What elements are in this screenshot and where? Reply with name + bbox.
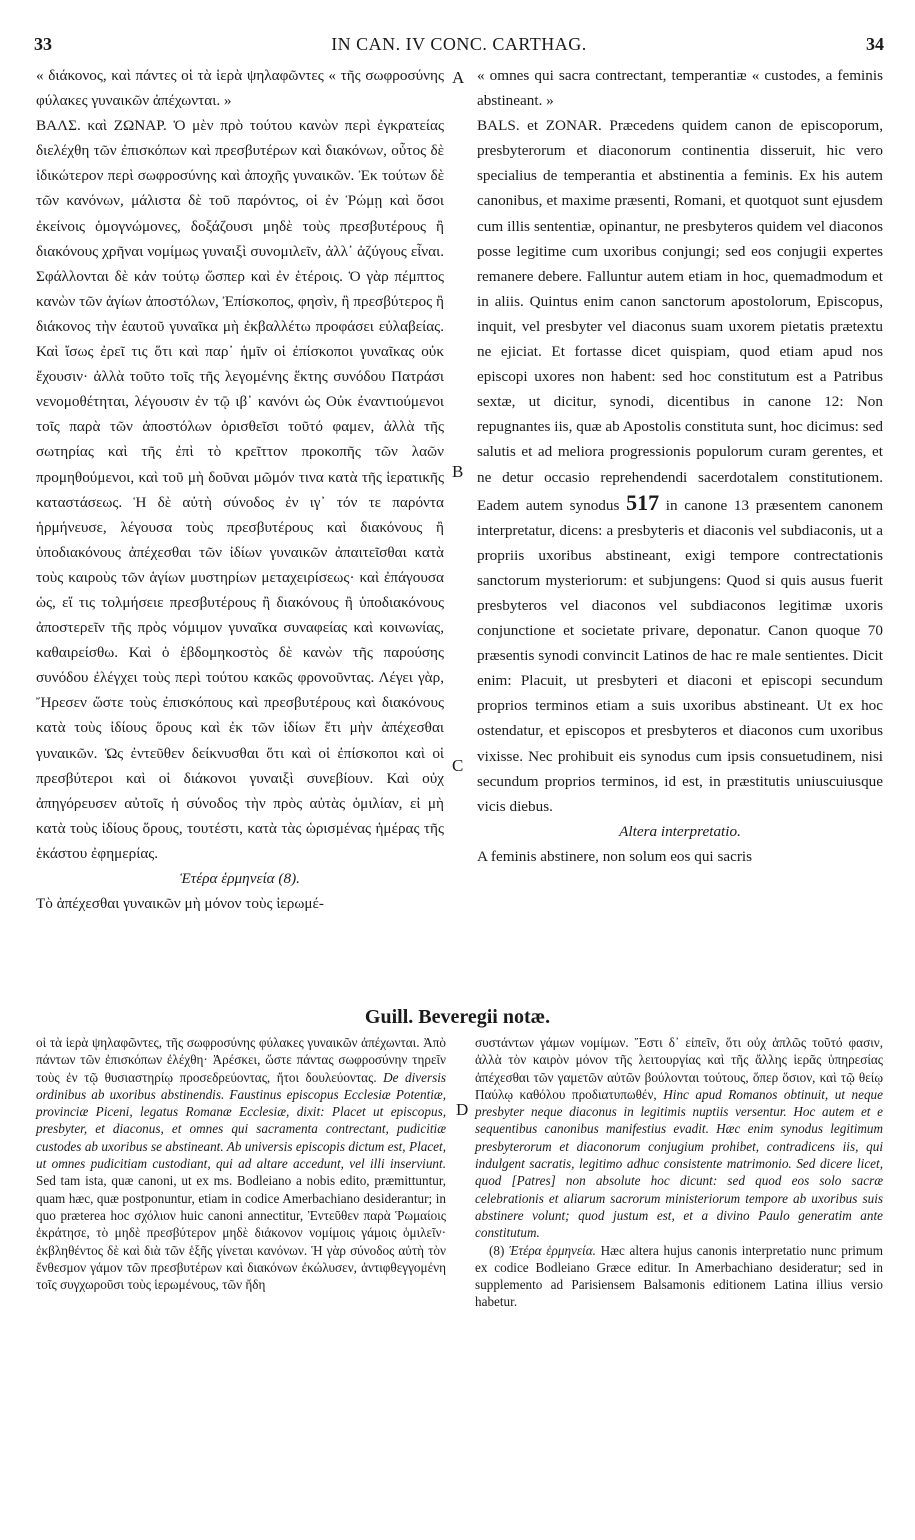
note-8-greek: Ἑτέρα ἑρμηνεία. [509, 1242, 596, 1258]
note-8-text: Hæc altera hujus canonis interpretatio nunc primum ex codice Bodleiano Græce editur. In Amerbachiano desideratur; sed in supplemento ad Parisiensem Balsamonis editionem Latina illius versio habetur. [475, 1242, 883, 1310]
page-number-left: 33 [34, 34, 52, 54]
commentary-latin [477, 113, 883, 819]
notes-left-text: Sed tam ista, quæ canoni, ut ex ms. Bodleiano a nobis edito, præmittuntur, quam hæc, quæ postponuntur, etiam in codice Amerbachiano desiderantur; in quo præterea hoc σχόλιον huic canoni annectitur, Ἐντεῦθεν παρὰ Ῥωμαίοις ἐκράτησε, τὸ μηδὲ πρεσβύτερον μηδὲ διάκονον νομίμοις γάμοις ὁμιλεῖν· ἐκβληθέντος δὲ καὶ διὰ τῶν ἑξῆς γίνεται κανόνων. Ἡ γὰρ σύνοδος αὐτὴ τὸν ἔνθεσμον γάμον τῶν πρεσβυτέρων καὶ διακόνων ἐκώλυσεν, ἀντιφθεγγομένη τοῖς συγχωροῦσι τοὺς ἱερωμένους, τῶν ἤδη [36, 1173, 446, 1293]
notes-right-greek: συστάντων γάμων νομίμων. Ἔστι δ᾽ εἰπεῖν, ὅτι οὐχ ἁπλῶς τοῦτό φασιν, ἀλλὰ τὸν καιρὸν μόνον τῆς λειτουργίας καὶ τῆς ἄλλης ἱερᾶς ὑπηρεσίας ἀπέχεσθαι τῶν γαμετῶν αὐτῶν βούλονται τούτους, ὅπερ ὅσιον, καὶ τῷ θείῳ Παύλῳ καθόλου προδιατυπωθέν, [475, 1035, 883, 1102]
commentary-latin-part1: BALS. et ZONAR. Præcedens quidem canon de episcoporum, presbyterorum et diaconorum continentia disseruit, hic vero specialius de temperantia et abstinentia a feminis. Ex his autem canonibus, et maxime præsenti, Romani, et quotquot sunt ejusdem cum illis sententiæ, opinantur, ne presbyteros quidem vel diaconos posse legitime cum uxoribus conjungi; sed eos conjugii expertes remanere debere. Falluntur autem etiam in hoc, quemadmodum et in aliis. Quintus enim canon sanctorum apostolorum, Episcopus, inquit, vel presbyter vel diaconus suam uxorem pietatis prætextu ne ejiciat. Et fortasse dicet quispiam, quod etiam apud nos episcopi uxores non habent: sed hoc constitutum est a Patribus sextæ, ut dicitur, synodi, dicentibus in canone 12: Non repugnantes iis, quæ ab Apostolis constituta sunt, hoc dicimus: sed salutis et ad meliora progressionis populorum curam gerentes, et ne detur occasio reprehendendi sacerdotalem constitutionem. Eadem autem synodus [477, 117, 883, 514]
notes-right-italic: Hinc apud Romanos obtinuit, ut neque presbyter neque diaconus in legitimis nuptiis versentur. Hoc autem et e sequentibus canonibus manifestius evadit. Hæc enim synodus legitimum presbyterorum et diaconorum conjugium prohibet, contradicens iis, qui indulgent sacratis, legitimo adhuc consistente matrimonio. Sed dicere licet, quod [Patres] non absolute hoc dicunt: sed quod eos solo sacræ celebrationis et aliarum sacrorum ministeriorum tempore ab uxoribus suis abstinere volunt; quod justum est, et a divino Paulo generatim ante constitutum. [475, 1086, 883, 1241]
margin-letter-d: D [456, 1100, 469, 1119]
running-title: IN CAN. IV CONC. CARTHAG. [331, 34, 587, 54]
page-number-right: 34 [866, 34, 884, 54]
note-8-label: (8) [489, 1242, 505, 1258]
greek-column [36, 63, 444, 916]
margin-letter-a: A [452, 68, 465, 87]
margin-letter-b: B [452, 462, 464, 481]
notes-left-greek: οἱ τὰ ἱερὰ ψηλαφῶντες, τῆς σωφροσύνης φύλακες γυναικῶν ἀπέχωνται. Ἀπὸ πάντων τῶν ἐπισκόπων ἐλέχθη· Ἀρέσκει, ὥστε πάντας σωφροσύνην τηρεῖν τοὺς ἐν τῷ θυσιαστηρίῳ προσεδρεύοντας, ἤτοι δουλεύοντας. [36, 1035, 446, 1085]
notes-left-italic: De diversis ordinibus ab uxoribus abstinendis. Faustinus episcopus Ecclesiæ Potentiæ, provinciæ Piceni, legatus Romanæ Ecclesiæ, dixit: Placet ut episcopus, presbyter, et diaconus, et omnes qui sacramenta contrectant, pudicitiæ custodes ab uxoribus se abstineant. Ab universis episcopis dictum est, Placet, ut omnes pudicitiam custodiant, qui ad altare accedunt, vel illi inserviunt. [36, 1069, 447, 1172]
notes-left-column [36, 1034, 446, 1293]
canon-end-latin: « omnes qui sacra contrectant, temperantiæ « custodes, a feminis abstineant. » [477, 67, 883, 110]
alt-interpretation-greek: Τὸ ἀπέχεσθαι γυναικῶν μὴ μόνον τοὺς ἱερωμέ- [36, 895, 324, 913]
latin-column [477, 63, 883, 869]
canon-end-greek: « διάκονος, καὶ πάντες οἱ τὰ ἱερὰ ψηλαφῶντες « τῆς σωφροσύνης φύλακες γυναικῶν ἀπέχωνται. » [36, 67, 444, 110]
alt-interpretation-heading-latin: Altera interpretatio. [619, 822, 741, 840]
alt-interpretation-heading-greek: Ἑτέρα ἑρμηνεία (8). [180, 870, 300, 887]
notes-title: Guill. Beveregii notæ. [364, 1006, 551, 1028]
notes-right-column [475, 1034, 883, 1311]
page-marker-number: 517 [626, 489, 660, 515]
commentary-latin-part2: in canone 13 præsentem canonem interpretatur, dicens: a presbyteris et diaconis vel subdiaconis, ut a propriis uxoribus abstineant, exigi tempore contrectationis sanctorum mysteriorum: et subjungens: Quod si quis ausus fuerit presbyteros vel diaconos vel subdiaconos legitimæ uxoris conjunctione et societate privare, deponatur. Canon quoque 70 præsentis synodi convincit Latinos de hac re male sentientes. Dicit enim: Placuit, ut presbyteri et diaconi et episcopi secundum proprios terminos etiam a suis uxoribus abstineant. Ut ex hoc ostendatur, et episcopos et presbyteros et diaconos cum uxoribus vixisse. Nec prohibuit eis synodus cum ipsis consuetudinem, nisi secundum proprios terminos, id est, in præstitutis uniuscuiusque vicis diebus. [477, 496, 884, 815]
page-header [34, 34, 884, 56]
commentary-greek: ΒΑΛΣ. καὶ ΖΩΝΑΡ. Ὁ μὲν πρὸ τούτου κανὼν περὶ ἐγκρατείας διελέχθη τῶν ἐπισκόπων καὶ πρεσβυτέρων καὶ διακόνων, οὗτος δὲ ἰδικώτερον περὶ σωφροσύνης καὶ ἀποχῆς γυναικῶν. Ἐκ τούτων δὲ τῶν κανόνων, μάλιστα δὲ τοῦ παρόντος, οἱ ἐν Ῥώμῃ καὶ ὅσοι ἐκείνοις ὁμογνώμονες, δοξάζουσι μηδὲ τοὺς πρεσβυτέρους ἢ διακόνους χρῆναι νομίμως γυναιξὶ συνομιλεῖν, ἀλλ᾽ ἀζύγους εἶναι. Σφάλλονται δὲ κἀν τούτῳ ὥσπερ καὶ ἐν ἑτέροις. Ὁ γὰρ πέμπτος κανὼν τῶν ἁγίων ἀποστόλων, Ἐπίσκοπος, φησὶν, ἢ πρεσβύτερος ἢ διάκονος τὴν ἑαυτοῦ γυναῖκα μὴ ἐκβαλλέτω προφάσει εὐλαβείας. Καὶ ἴσως ἐρεῖ τις ὅτι καὶ παρ᾽ ἡμῖν οἱ ἐπίσκοποι γυναῖκας οὐκ ἔχουσιν· ἀλλὰ τοῦτο τοῖς τῆς λεγομένης ἕκτης συνόδου Πατράσι νενομοθέτηται, λέγουσιν ἐν τῷ ιβ᾽ κανόνι ὡς Οὐκ ἐναντιούμενοι τοῖς παρὰ τῶν ἀποστόλων ὁρισθεῖσι τοῦτό φαμεν, ἀλλὰ τῆς σωτηρίας καὶ τῆς ἐπὶ τὸ κρεῖττον προκοπῆς τῶν λαῶν προμηθούμενοι, καὶ τοῦ μὴ δοῦναι μῶμόν τινα κατὰ τῆς ἱερατικῆς καταστάσεως. Ἡ δὲ αὐτὴ σύνοδος ἐν ιγ᾽ τόν τε παρόντα ἡρμήνευσε, λέγουσα τοὺς πρεσβυτέρους καὶ διακόνους ἢ ὑποδιακόνους ἀπέχεσθαι τῶν ἰδίων γυναικῶν ἀπαιτεῖσθαι κατὰ τοὺς καιροὺς τῶν ἁγίων μυστηρίων μεταχειρίσεως· καὶ ἐπάγουσα ὡς, εἴ τις τολμήσειε πρεσβυτέρους ἢ διακόνους ἢ ὑποδιακόνους ἀποστερεῖν τῆς πρὸς νόμιμον γυναῖκα συναφείας καὶ κοινωνίας, καθαιρείσθω. Καὶ ὁ ἑβδομηκοστὸς δὲ κανὼν τῆς παρούσης συνόδου ἐλέγχει τοὺς περὶ τούτου κακῶς φρονοῦντας. Λέγει γὰρ, Ἤρεσεν ὥστε τοὺς ἐπισκόπους καὶ πρεσβυτέρους καὶ διακόνους κατὰ τοὺς ἰδίους ὅρους καὶ ἐκ τῶν ἰδίων ἔτι μὴν ἀπέχεσθαι γυναικῶν. Ὡς ἐντεῦθεν δείκνυσθαι ὅτι καὶ οἱ ἐπίσκοποι καὶ οἱ πρεσβύτεροι καὶ οἱ διάκονοι γυναιξὶ συνεβίουν. Καὶ οὐχ ἀπηγόρευσεν αὐτοῖς ἡ σύνοδος τὴν πρὸς αὐτὰς ὁμιλίαν, εἰ μὴ κατὰ τοὺς ἰδίους ὅρους, τουτέστι, κατὰ τὰς ὡρισμένας ἡμέρας τῆς ἑκάστου ἐφημερίας. [36, 117, 444, 862]
alt-interpretation-latin: A feminis abstinere, non solum eos qui sacris [477, 847, 753, 865]
margin-letter-c: C [452, 756, 464, 775]
